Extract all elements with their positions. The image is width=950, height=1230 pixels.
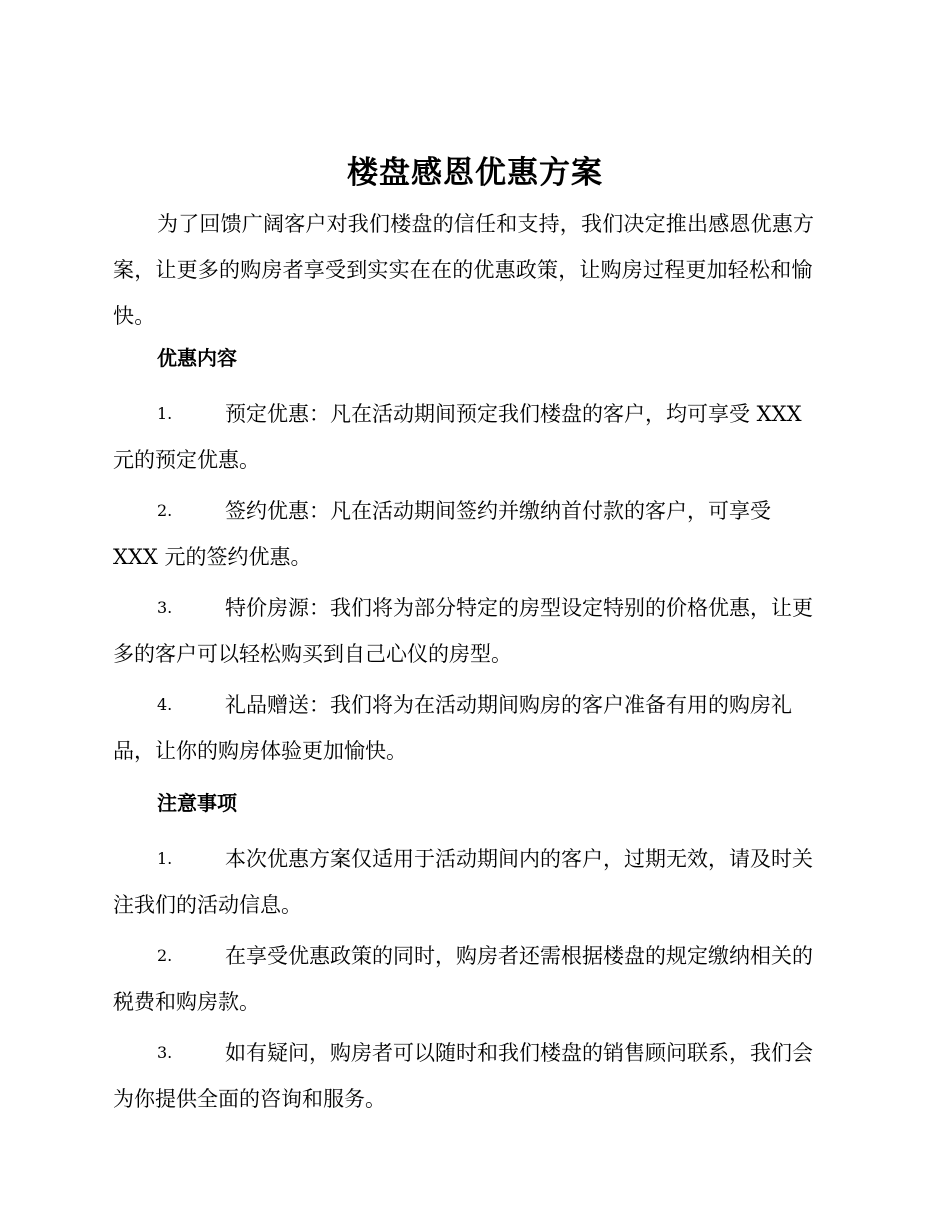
list-item-text-continued: 注我们的活动信息。 (113, 893, 302, 917)
list-item-text: 预定优惠：凡在活动期间预定我们楼盘的客户，均可享受 XXX (225, 402, 802, 426)
list-item-text-continued: 元的预定优惠。 (113, 448, 260, 472)
list-item-text: 在享受优惠政策的同时，购房者还需根据楼盘的规定缴纳相关的 (225, 944, 813, 968)
document-title: 楼盘感恩优惠方案 (347, 155, 603, 191)
list-item (113, 682, 833, 774)
intro-paragraph: 为了回馈广阔客户对我们楼盘的信任和支持，我们决定推出感恩优惠方案，让更多的购房者享受到实实在在的优惠政策，让购房过程更加轻松和愉快。 (113, 212, 815, 328)
list-item-number: 3. (157, 1043, 173, 1062)
list-item-text-continued: XXX 元的签约优惠。 (113, 545, 312, 569)
list-item-text: 特价房源：我们将为部分特定的房型设定特别的价格优惠，让更 (225, 596, 813, 620)
list-item-text: 如有疑问，购房者可以随时和我们楼盘的销售顾问联系，我们会 (225, 1041, 813, 1065)
list-item-text-continued: 品，让你的购房体验更加愉快。 (113, 739, 407, 763)
list-item (113, 836, 833, 928)
list-item-text-continued: 为你提供全面的咨询和服务。 (113, 1087, 386, 1111)
list-item-number: 3. (157, 598, 173, 617)
list-item-text: 礼品赠送：我们将为在活动期间购房的客户准备有用的购房礼 (225, 693, 792, 717)
list-item-number: 1. (157, 849, 173, 868)
list-item (113, 933, 833, 1025)
section-heading-notes: 注意事项 (157, 791, 237, 815)
list-item-text-continued: 多的客户可以轻松购买到自己心仪的房型。 (113, 642, 512, 666)
section-heading-offers: 优惠内容 (157, 346, 237, 370)
list-item-text: 本次优惠方案仅适用于活动期间内的客户，过期无效，请及时关 (225, 847, 813, 871)
list-item-text: 签约优惠：凡在活动期间签约并缴纳首付款的客户，可享受 (225, 499, 771, 523)
list-item-number: 1. (157, 404, 173, 423)
list-item (113, 488, 833, 580)
list-item-number: 4. (157, 695, 173, 714)
list-item-number: 2. (157, 946, 173, 965)
list-item (113, 391, 833, 483)
list-item (113, 1030, 833, 1122)
list-item-text-continued: 税费和购房款。 (113, 990, 260, 1014)
list-item-number: 2. (157, 501, 173, 520)
list-item (113, 585, 833, 677)
